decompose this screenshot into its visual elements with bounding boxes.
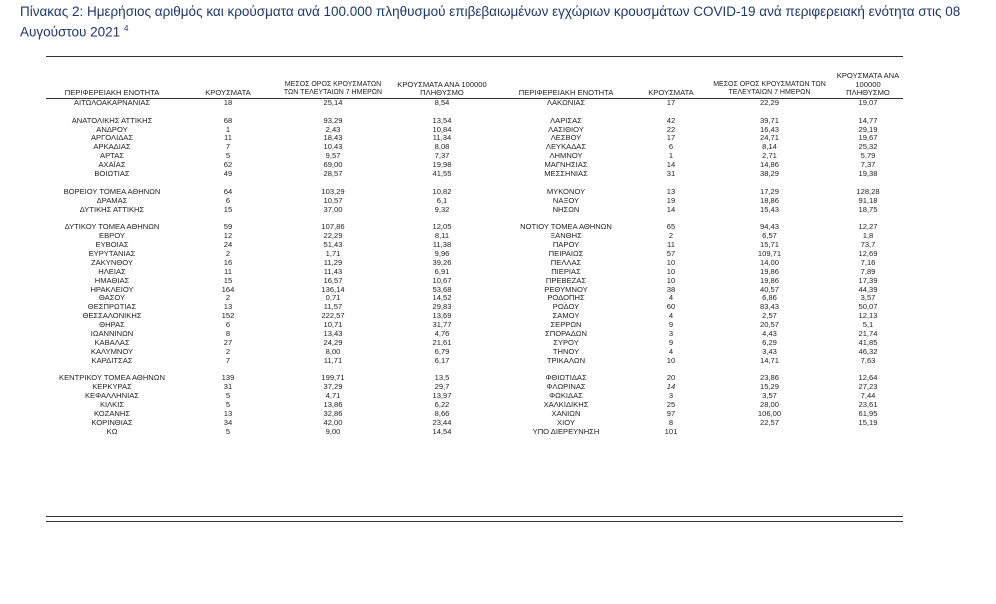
header-cases-right: ΚΡΟΥΣΜΑΤΑ	[636, 72, 706, 98]
cell-per100k-left: 9,96	[434, 248, 450, 258]
cell-per100k-left: 13,5	[434, 373, 450, 383]
cell-cases-right: 31	[666, 168, 676, 178]
cell-region-right: ΤΡΙΚΑΛΩΝ	[546, 355, 586, 365]
cell-per100k-right: 15,19	[858, 417, 878, 427]
cell-region-left: ΚΕΦΑΛΛΗΝΙΑΣ	[84, 391, 140, 401]
cell-cases-left: 59	[223, 222, 233, 232]
cell-region-right: ΠΑΡΟΥ	[552, 240, 580, 250]
cell-cases-right: 4	[668, 311, 674, 321]
cell-avg7-right: 15,71	[759, 240, 779, 250]
cell-per100k-right: 18,75	[858, 204, 878, 214]
cell-cases-left: 15	[223, 204, 233, 214]
cell-region-right: ΣΠΟΡΑΔΩΝ	[545, 328, 587, 338]
cell-region-right: ΠΕΙΡΑΙΩΣ	[548, 248, 584, 258]
cell-region-right: ΣΥΡΟΥ	[553, 337, 579, 347]
cell-per100k-left: 53,68	[432, 284, 452, 294]
cell-avg7-right: 3,57	[762, 391, 777, 401]
cell-avg7-left: 11,29	[323, 257, 343, 267]
table-caption	[20, 3, 980, 41]
cell-per100k-right: 7,63	[860, 355, 876, 365]
cell-avg7-right: 22,57	[759, 417, 779, 427]
cell-avg7-left: 1,71	[325, 248, 341, 258]
cell-cases-right: 4	[668, 293, 674, 303]
cell-region-right: ΦΩΚΙΔΑΣ	[549, 391, 583, 401]
cell-per100k-right: 91,18	[858, 195, 878, 205]
cell-avg7-right: 6,57	[762, 231, 777, 241]
header-region-right: ΠΕΡΙΦΕΡΕΙΑΚΗ ΕΝΟΤΗΤΑ	[496, 72, 636, 98]
cell-region-left: ΒΟΙΩΤΙΑΣ	[94, 168, 130, 178]
cell-avg7-left: 0,71	[325, 293, 341, 303]
cell-cases-left: 15	[223, 275, 233, 285]
cell-region-left: ΔΡΑΜΑΣ	[96, 195, 128, 205]
cell-per100k-left: 6,79	[434, 346, 450, 356]
cell-region-right: ΧΑΝΙΩΝ	[551, 409, 581, 418]
cell-cases-left: 24	[223, 240, 233, 250]
cell-cases-right: 60	[666, 302, 676, 312]
cell-cases-left: 5	[225, 400, 231, 410]
cell-avg7-right: 23,86	[759, 373, 779, 383]
cell-region-right: ΡΟΔΟΠΗΣ	[547, 293, 585, 303]
cell-avg7-right: 39,71	[759, 115, 779, 125]
cell-per100k-left: 6,1	[436, 195, 448, 205]
cell-per100k-left: 10,67	[432, 275, 452, 285]
cell-region-left: ΑΝΑΤΟΛΙΚΗΣ ΑΤΤΙΚΗΣ	[71, 115, 153, 125]
cell-region-left: ΗΜΑΘΙΑΣ	[94, 275, 130, 285]
cell-cases-left: 7	[225, 142, 231, 152]
cell-cases-left: 139	[221, 373, 235, 383]
cell-cases-left: 2	[225, 346, 231, 356]
cell-avg7-left: 10,57	[323, 195, 343, 205]
cell-region-left: ΚΟΖΑΝΗΣ	[93, 409, 131, 418]
cell-avg7-left: 9,57	[325, 151, 341, 161]
cell-cases-right: 6	[668, 142, 674, 152]
cell-per100k-right: 12,27	[858, 222, 878, 232]
cell-cases-left: 6	[225, 320, 231, 330]
cell-per100k-right: 17,39	[858, 275, 878, 285]
cell-per100k-left: 12,05	[432, 222, 452, 232]
cell-per100k-right: 23,61	[858, 400, 878, 410]
cell-avg7-left: 22,29	[323, 231, 343, 241]
cell-region-right: ΧΙΟΥ	[557, 417, 575, 427]
cell-cases-left: 5	[225, 151, 231, 161]
cell-cases-right: 4	[668, 346, 674, 356]
cell-region-left: ΘΕΣΠΡΩΤΙΑΣ	[87, 302, 137, 312]
cell-region-right: ΛΕΣΒΟΥ	[550, 133, 582, 143]
cell-avg7-left: 24,29	[323, 337, 343, 347]
cell-per100k-left: 31,77	[432, 320, 452, 330]
cell-avg7-left: 107,86	[321, 222, 345, 232]
cell-per100k-right: 5,1	[862, 320, 874, 330]
cell-avg7-left: 37,29	[323, 382, 343, 392]
cell-per100k-left: 13,69	[432, 311, 452, 321]
cell-region-left: ΚΑΡΔΙΤΣΑΣ	[91, 355, 133, 365]
cell-avg7-right: 22,29	[759, 97, 779, 107]
cell-per100k-right: 12,64	[858, 373, 878, 383]
cell-cases-right: 42	[666, 115, 676, 125]
header-per100k-left: ΚΡΟΥΣΜΑΤΑ ΑΝΑ 100000 ΠΛΗΘΥΣΜΟ	[388, 72, 496, 98]
cell-region-right: ΛΕΥΚΑΔΑΣ	[545, 142, 587, 152]
cell-avg7-left: 18,43	[323, 133, 343, 143]
cell-per100k-left: 11,38	[432, 240, 452, 250]
cell-cases-left: 64	[223, 186, 233, 196]
cell-cases-left: 27	[223, 337, 233, 347]
cell-avg7-left: 10,43	[323, 142, 343, 152]
cell-cases-left: 62	[223, 160, 233, 170]
cell-per100k-left: 23,44	[432, 417, 452, 427]
cell-cases-right: 8	[668, 417, 674, 427]
cell-region-right: ΡΕΘΥΜΝΟΥ	[544, 284, 588, 294]
cell-region-left: ΚΑΛΥΜΝΟΥ	[90, 346, 134, 356]
cell-cases-left: 2	[225, 248, 231, 258]
cell-per100k-left: 39,26	[432, 257, 452, 267]
cell-region-right: ΜΕΣΣΗΝΙΑΣ	[544, 168, 588, 178]
cell-cases-right: 20	[666, 373, 676, 383]
cell-cases-left: 13	[223, 302, 233, 312]
cell-avg7-right: 20,57	[759, 320, 779, 330]
cell-per100k-right: 12,69	[858, 248, 878, 258]
cell-cases-left: 16	[223, 257, 233, 267]
cell-avg7-right: 17,29	[759, 186, 779, 196]
cell-avg7-right: 14,71	[759, 355, 779, 365]
cell-region-left: ΘΕΣΣΑΛΟΝΙΚΗΣ	[82, 311, 142, 321]
cell-avg7-right: 15,29	[759, 382, 779, 392]
cell-cases-right: 101	[664, 426, 678, 436]
cell-avg7-left: 9,00	[325, 426, 341, 436]
cell-avg7-left: 37,00	[323, 204, 343, 214]
cell-region-right: ΝΟΤΙΟΥ ΤΟΜΕΑ ΑΘΗΝΩΝ	[520, 222, 612, 232]
cell-per100k-right: 5,79	[860, 151, 876, 161]
header-avg7-right: ΜΕΣΟΣ ΟΡΟΣ ΚΡΟΥΣΜΑΤΩΝ ΤΩΝ ΤΕΛΕΥΤΑΙΩΝ 7 ΗΜΕΡΩΝ	[706, 72, 833, 98]
cell-region-left: ΑΡΓΟΛΙΔΑΣ	[90, 133, 134, 143]
cell-cases-right: 2	[668, 231, 674, 241]
cell-cases-right: 19	[666, 195, 676, 205]
cell-cases-right: 14	[666, 160, 676, 170]
cell-cases-right: 3	[668, 328, 674, 338]
header-avg7-left: ΜΕΣΟΣ ΟΡΟΣ ΚΡΟΥΣΜΑΤΩΝ ΤΩΝ ΤΕΛΕΥΤΑΙΩΝ 7 ΗΜΕΡΩΝ	[278, 72, 388, 98]
cell-region-right: ΝΗΣΩΝ	[552, 204, 580, 214]
cell-cases-left: 8	[225, 328, 231, 338]
cell-cases-right: 10	[666, 257, 676, 267]
cell-cases-left: 5	[225, 391, 231, 401]
table-row	[46, 205, 903, 214]
cell-per100k-right: 27,23	[858, 382, 878, 392]
cell-per100k-right: 14,77	[858, 115, 878, 125]
cell-per100k-left: 10,82	[432, 186, 452, 196]
cell-region-left: ΕΥΒΟΙΑΣ	[95, 240, 129, 250]
cell-per100k-left: 8,11	[434, 231, 450, 241]
cell-cases-right: 14	[666, 204, 676, 214]
cell-per100k-right: 29,19	[858, 124, 878, 134]
cell-region-right: ΠΙΕΡΙΑΣ	[551, 266, 581, 276]
caption-text: Πίνακας 2: Ημερήσιος αριθμός και κρούσματα ανά 100.000 πληθυσμού επιβεβαιωμένων εγχώριων κρουσμάτων COVID-19 ανά περιφερειακή ενότητα στις 08 Αυγούστου 2021	[20, 4, 961, 40]
cell-per100k-left: 13,54	[432, 115, 452, 125]
cell-per100k-left: 21,61	[432, 337, 452, 347]
cell-per100k-left: 29,83	[432, 302, 452, 312]
cell-region-left: ΗΡΑΚΛΕΙΟΥ	[90, 284, 134, 294]
cell-per100k-left: 8,08	[434, 142, 450, 152]
cell-avg7-left: 69,00	[323, 160, 343, 170]
cell-region-right: ΡΟΔΟΥ	[552, 302, 580, 312]
cell-avg7-left: 93,29	[323, 115, 343, 125]
cell-avg7-right: 6,86	[762, 293, 777, 303]
cell-avg7-left: 13,43	[323, 328, 343, 338]
cell-cases-right: 65	[666, 222, 676, 232]
cell-per100k-right: 7,44	[860, 391, 876, 401]
cell-cases-left: 49	[223, 168, 233, 178]
cell-region-right: ΜΑΓΝΗΣΙΑΣ	[544, 160, 588, 170]
cell-region-left: ΙΩΑΝΝΙΝΩΝ	[90, 328, 134, 338]
cell-region-left: ΚΕΝΤΡΙΚΟΥ ΤΟΜΕΑ ΑΘΗΝΩΝ	[59, 373, 165, 383]
cell-region-left: ΔΥΤΙΚΟΥ ΤΟΜΕΑ ΑΘΗΝΩΝ	[64, 222, 160, 232]
cell-avg7-right	[706, 428, 833, 437]
cell-avg7-left: 16,57	[323, 275, 343, 285]
cell-avg7-right: 2,57	[762, 311, 777, 321]
cell-region-left: ΕΥΡΥΤΑΝΙΑΣ	[88, 248, 136, 258]
cell-cases-right: 97	[666, 409, 676, 418]
cell-cases-right: 3	[668, 391, 674, 401]
cell-cases-right: 14	[666, 382, 676, 392]
table-row	[46, 428, 903, 437]
cell-avg7-right: 3,43	[762, 346, 777, 356]
cell-avg7-left: 8,00	[325, 346, 341, 356]
cell-cases-right: 38	[666, 284, 676, 294]
cell-per100k-left: 11,34	[432, 133, 452, 143]
cell-per100k-right: 3,57	[860, 293, 876, 303]
cell-avg7-left: 4,71	[325, 391, 341, 401]
cell-avg7-right: 38,29	[759, 168, 779, 178]
cell-avg7-right: 40,57	[759, 284, 779, 294]
cell-avg7-right: 94,43	[759, 222, 779, 232]
cell-cases-left: 13	[223, 409, 233, 418]
cell-avg7-right: 24,71	[759, 133, 779, 143]
cell-cases-left: 152	[221, 311, 235, 321]
header-cases-left: ΚΡΟΥΣΜΑΤΑ	[178, 72, 278, 98]
cell-avg7-right: 6,29	[762, 337, 777, 347]
cell-per100k-right: 41,85	[858, 337, 878, 347]
cell-per100k-left: 14,52	[432, 293, 452, 303]
cell-per100k-right: 25,32	[858, 142, 878, 152]
cell-per100k-right: 21,74	[858, 328, 878, 338]
cell-region-left: ΑΝΔΡΟΥ	[96, 124, 128, 134]
cell-avg7-left: 11,43	[323, 266, 343, 276]
cell-per100k-left: 8,66	[434, 409, 450, 418]
cell-cases-right: 25	[666, 400, 676, 410]
cell-cases-right: 9	[668, 320, 674, 330]
cell-avg7-right: 18,86	[759, 195, 779, 205]
cell-avg7-left: 11,71	[323, 355, 343, 365]
cell-per100k-left: 9,32	[434, 204, 450, 214]
cell-region-right: ΧΑΛΚΙΔΙΚΗΣ	[543, 400, 589, 410]
table-row	[46, 98, 903, 107]
cell-per100k-right: 19,07	[858, 97, 878, 107]
cell-per100k-right: 7,89	[860, 266, 876, 276]
cell-avg7-right: 8,14	[762, 142, 777, 152]
cell-cases-left: 18	[223, 97, 233, 107]
bottom-rule	[46, 516, 903, 517]
cell-region-left: ΕΒΡΟΥ	[99, 231, 125, 241]
cell-region-left: ΒΟΡΕΙΟΥ ΤΟΜΕΑ ΑΘΗΝΩΝ	[63, 186, 161, 196]
cell-region-left: ΚΟΡΙΝΘΙΑΣ	[91, 417, 133, 427]
cell-cases-right: 57	[666, 248, 676, 258]
cell-avg7-left: 42,00	[323, 417, 343, 427]
cell-cases-right: 17	[666, 133, 676, 143]
cell-region-right: ΦΛΩΡΙΝΑΣ	[546, 382, 586, 392]
cell-per100k-left: 41,55	[432, 168, 452, 178]
cell-per100k-right: 73,7	[860, 240, 876, 250]
cell-region-left: ΑΡΤΑΣ	[100, 151, 124, 161]
cell-region-right: ΣΑΜΟΥ	[552, 311, 580, 321]
cell-avg7-left: 222,57	[321, 311, 345, 321]
cell-per100k-left: 13,97	[432, 391, 452, 401]
table-body	[46, 98, 903, 436]
cell-region-left: ΑΧΑΪΑΣ	[98, 160, 126, 170]
top-rule	[46, 56, 903, 57]
cell-region-right: ΥΠΟ ΔΙΕΡΕΥΝΗΣΗ	[532, 426, 600, 436]
cell-per100k-left: 6,17	[434, 355, 450, 365]
cell-avg7-left: 103,29	[321, 186, 345, 196]
cell-per100k-left: 10,84	[432, 124, 452, 134]
cell-cases-left: 7	[225, 355, 231, 365]
cell-cases-left: 31	[223, 382, 233, 392]
cell-avg7-right: 19,86	[759, 275, 779, 285]
cell-per100k-right: 1,8	[862, 231, 874, 241]
cell-per100k-left: 6,22	[434, 400, 450, 410]
cell-cases-right: 1	[668, 151, 674, 161]
header-region-left: ΠΕΡΙΦΕΡΕΙΑΚΗ ΕΝΟΤΗΤΑ	[46, 72, 178, 98]
cell-avg7-right: 28,00	[759, 400, 779, 410]
cell-per100k-right: 12,13	[858, 311, 878, 321]
cell-avg7-left: 32,86	[323, 409, 343, 418]
cell-cases-left: 12	[223, 231, 233, 241]
cell-per100k-left: 6,91	[434, 266, 450, 276]
table-header-row	[46, 72, 903, 98]
cell-region-left: ΚΑΒΑΛΑΣ	[94, 337, 130, 347]
cell-cases-left: 1	[225, 124, 231, 134]
cell-cases-left: 11	[224, 133, 232, 143]
cell-avg7-left: 11,57	[323, 302, 343, 312]
cell-region-left: ΑΙΤΩΛΟΑΚΑΡΝΑΝΙΑΣ	[73, 97, 151, 107]
cell-avg7-left: 2,43	[325, 124, 341, 134]
cell-avg7-right: 16,43	[759, 124, 779, 134]
cell-region-right: ΛΑΣΙΘΙΟΥ	[548, 124, 584, 134]
cell-cases-right: 17	[666, 97, 676, 107]
cell-cases-right: 22	[666, 124, 676, 134]
cell-cases-right: 11	[667, 240, 675, 250]
cell-avg7-right: 2,71	[762, 151, 777, 161]
cell-per100k-right	[833, 428, 903, 437]
cell-region-left: ΔΥΤΙΚΗΣ ΑΤΤΙΚΗΣ	[79, 204, 145, 214]
cell-cases-left: 5	[225, 426, 231, 436]
cases-table	[46, 72, 903, 437]
cell-avg7-left: 136,14	[321, 284, 345, 294]
cell-region-right: ΝΑΞΟΥ	[552, 195, 580, 205]
cell-region-left: ΚΙΛΚΙΣ	[99, 400, 125, 410]
cell-region-right: ΛΗΜΝΟΥ	[549, 151, 583, 161]
cell-cases-right: 13	[666, 186, 676, 196]
cell-region-left: ΘΑΣΟΥ	[98, 293, 126, 303]
cell-cases-left: 6	[225, 195, 231, 205]
cell-region-right: ΣΕΡΡΩΝ	[550, 320, 582, 330]
cell-per100k-right: 19,67	[858, 133, 878, 143]
cell-avg7-right: 83,43	[759, 302, 779, 312]
cell-avg7-left: 199,71	[321, 373, 345, 383]
cell-region-right: ΦΘΙΩΤΙΔΑΣ	[545, 373, 587, 383]
cell-per100k-left: 29,7	[434, 382, 450, 392]
cell-cases-right: 9	[668, 337, 674, 347]
cell-per100k-right: 50,07	[858, 302, 878, 312]
cell-region-right: ΞΑΝΘΗΣ	[550, 231, 582, 241]
cell-cases-left: 2	[225, 293, 231, 303]
cell-avg7-left: 28,57	[323, 168, 343, 178]
cell-per100k-right: 44,39	[858, 284, 878, 294]
cell-per100k-right: 61,95	[858, 409, 878, 418]
cell-per100k-left: 7,37	[434, 151, 450, 161]
cell-cases-left: 11	[224, 266, 232, 276]
cell-avg7-right: 109,71	[757, 248, 782, 258]
cell-avg7-right: 14,86	[759, 160, 779, 170]
cell-avg7-right: 4,43	[762, 328, 777, 338]
cell-region-right: ΤΗΝΟΥ	[552, 346, 580, 356]
cell-avg7-left: 25,14	[323, 97, 343, 107]
cell-avg7-right: 19,86	[759, 266, 779, 276]
cell-region-left: ΚΩ	[106, 426, 118, 436]
cell-region-right: ΛΑΡΙΣΑΣ	[550, 115, 582, 125]
cell-per100k-left: 8,54	[434, 97, 450, 107]
bottom-rule-double	[46, 521, 903, 522]
cell-region-left: ΑΡΚΑΔΙΑΣ	[93, 142, 131, 152]
cell-cases-right: 10	[666, 266, 676, 276]
caption-footnote-marker: 4	[123, 24, 129, 33]
cell-region-right: ΠΡΕΒΕΖΑΣ	[545, 275, 587, 285]
cell-region-right: ΛΑΚΩΝΙΑΣ	[546, 97, 586, 107]
cell-avg7-right: 14,00	[759, 257, 779, 267]
cell-cases-right: 10	[666, 355, 676, 365]
cell-per100k-left: 4,76	[434, 328, 450, 338]
header-per100k-right: ΚΡΟΥΣΜΑΤΑ ΑΝΑ 100000 ΠΛΗΘΥΣΜΟ	[833, 72, 903, 98]
cell-region-left: ΘΗΡΑΣ	[99, 320, 125, 330]
cell-avg7-right: 106,00	[757, 409, 782, 418]
cell-avg7-left: 10,71	[323, 320, 343, 330]
cell-avg7-left: 51,43	[323, 240, 343, 250]
cell-cases-left: 34	[223, 417, 233, 427]
cell-cases-left: 164	[221, 284, 235, 294]
cell-per100k-right: 19,38	[858, 168, 878, 178]
cell-per100k-right: 7,37	[860, 160, 876, 170]
cell-region-left: ΗΛΕΙΑΣ	[98, 266, 126, 276]
cell-cases-left: 68	[223, 115, 233, 125]
cell-cases-right: 10	[666, 275, 676, 285]
cell-avg7-right: 15,43	[759, 204, 779, 214]
cell-per100k-right: 128,28	[856, 186, 880, 196]
cell-region-left: ΚΕΡΚΥΡΑΣ	[92, 382, 132, 392]
cell-per100k-left: 19,98	[432, 160, 452, 170]
cell-per100k-left: 14,54	[432, 426, 452, 436]
cell-region-left: ΖΑΚΥΝΘΟΥ	[91, 257, 133, 267]
cell-region-right: ΜΥΚΟΝΟΥ	[546, 186, 586, 196]
cell-per100k-right: 7,16	[860, 257, 876, 267]
table-row	[46, 357, 903, 366]
cell-region-right: ΠΕΛΛΑΣ	[550, 257, 582, 267]
table-row	[46, 419, 903, 428]
cell-avg7-left: 13,86	[323, 400, 343, 410]
cell-per100k-right: 46,32	[858, 346, 878, 356]
table-row	[46, 170, 903, 179]
